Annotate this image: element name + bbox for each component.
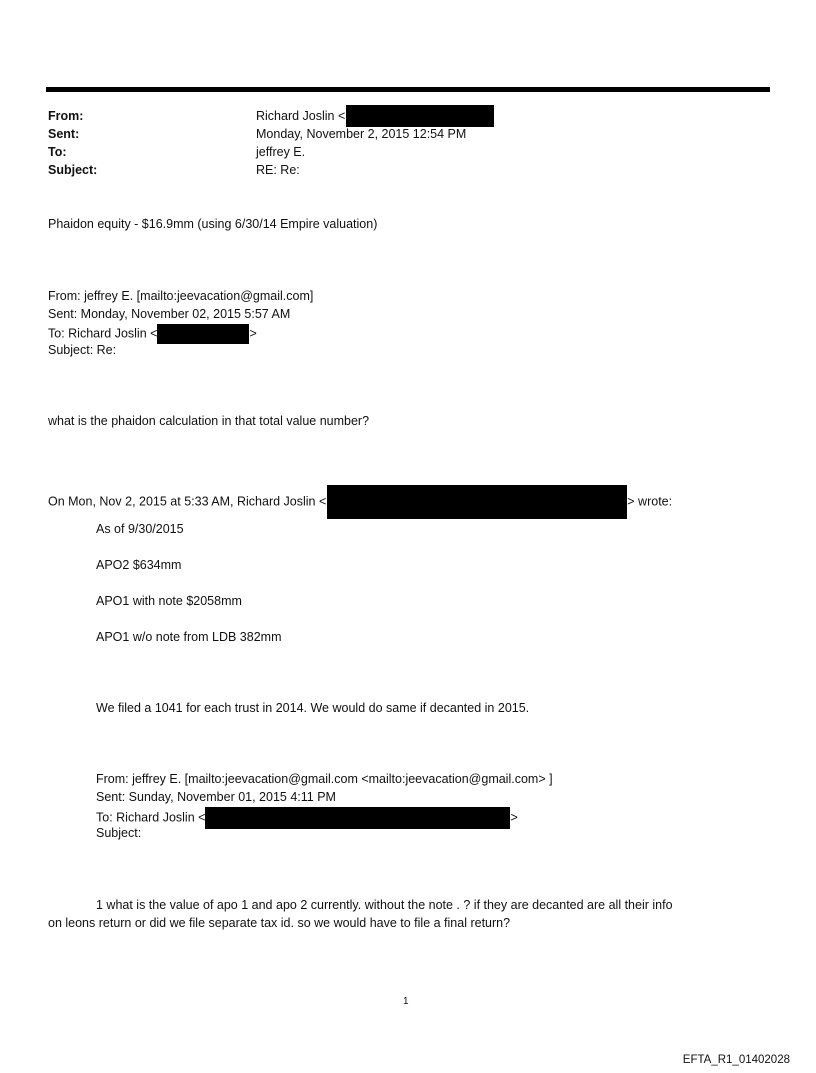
redaction-block xyxy=(346,105,494,127)
quoted1-to-suffix: > xyxy=(249,326,257,341)
header-row-subject xyxy=(48,161,494,179)
quoted1-sent: Sent: Monday, November 02, 2015 5:57 AM xyxy=(48,307,291,321)
redaction-block xyxy=(157,324,249,344)
email-header xyxy=(48,107,494,179)
document-id: EFTA_R1_01402028 xyxy=(682,1054,790,1066)
redaction-block xyxy=(205,807,510,829)
redaction-block xyxy=(327,485,627,519)
quoted3-message-line-1: 1 what is the value of apo 1 and apo 2 currently. without the note . ? if they are decanted are all their info xyxy=(96,898,673,912)
quoted3-sent: Sent: Sunday, November 01, 2015 4:11 PM xyxy=(96,790,336,804)
header-label-to: To: xyxy=(48,144,67,159)
header-label-from: From: xyxy=(48,108,84,123)
header-value-to: jeffrey E. xyxy=(256,144,306,159)
header-value-subject: RE: Re: xyxy=(256,162,300,177)
page-number: 1 xyxy=(403,996,409,1007)
reply-text: Phaidon equity - $16.9mm (using 6/30/14 Empire valuation) xyxy=(48,217,378,231)
quoted2-filing: We filed a 1041 for each trust in 2014. We would do same if decanted in 2015. xyxy=(96,701,530,715)
quoted2-line-4: APO1 w/o note from LDB 382mm xyxy=(96,630,282,644)
header-value-from: Richard Joslin < xyxy=(256,108,346,123)
quoted3-to-prefix: To: Richard Joslin < xyxy=(96,810,206,825)
quoted3-message-line-2: on leons return or did we file separate tax id. so we would have to file a final return? xyxy=(48,916,511,930)
quoted1-from: From: jeffrey E. [mailto:jeevacation@gmail.com] xyxy=(48,289,314,303)
quoted2-line-2: APO2 $634mm xyxy=(96,558,182,572)
quoted2-line-1: As of 9/30/2015 xyxy=(96,522,184,536)
header-rule xyxy=(46,87,770,92)
header-value-sent: Monday, November 2, 2015 12:54 PM xyxy=(256,126,467,141)
quoted1-message: what is the phaidon calculation in that total value number? xyxy=(48,414,370,428)
header-label-sent: Sent: xyxy=(48,126,80,141)
quoted3-to-suffix: > xyxy=(510,810,518,825)
header-row-to xyxy=(48,143,494,161)
quoted1-to-prefix: To: Richard Joslin < xyxy=(48,326,158,341)
header-label-subject: Subject: xyxy=(48,162,98,177)
quoted3-from: From: jeffrey E. [mailto:jeevacation@gmail.com <mailto:jeevacation@gmail.com> ] xyxy=(96,772,553,786)
quoted3-subject: Subject: xyxy=(96,826,142,840)
quoted3-to xyxy=(96,807,518,829)
header-row-from xyxy=(48,107,494,125)
quoted1-subject: Subject: Re: xyxy=(48,343,117,357)
quoted2-intro-prefix: On Mon, Nov 2, 2015 at 5:33 AM, Richard Joslin < xyxy=(48,494,327,509)
quoted1-to xyxy=(48,324,257,344)
header-row-sent xyxy=(48,125,494,143)
quoted2-line-3: APO1 with note $2058mm xyxy=(96,594,242,608)
quoted2-intro xyxy=(48,485,672,519)
quoted2-intro-suffix: > wrote: xyxy=(627,494,673,509)
